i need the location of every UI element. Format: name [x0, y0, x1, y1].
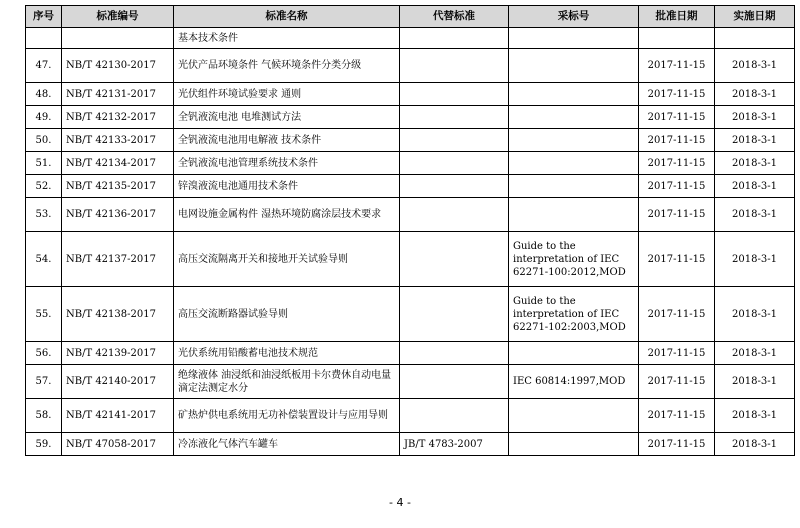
header-replaced: 代替标准: [400, 6, 509, 28]
cell-implementation-date: [715, 28, 795, 49]
cell-adopted: [509, 83, 639, 106]
cell-approval-date: [639, 28, 715, 49]
cell-replaced: [400, 365, 509, 399]
cell-no: 47.: [26, 49, 62, 83]
cell-replaced: JB/T 4783-2007: [400, 433, 509, 456]
cell-implementation-date: 2018-3-1: [715, 198, 795, 232]
table-row: [26, 129, 795, 152]
cell-no: 58.: [26, 399, 62, 433]
cell-no: 48.: [26, 83, 62, 106]
cell-no: 56.: [26, 342, 62, 365]
cell-replaced: [400, 232, 509, 287]
cell-no: 57.: [26, 365, 62, 399]
cell-implementation-date: 2018-3-1: [715, 106, 795, 129]
table-row: [26, 83, 795, 106]
table-header-row: [26, 6, 795, 28]
cell-adopted: [509, 433, 639, 456]
cell-replaced: [400, 49, 509, 83]
cell-approval-date: 2017-11-15: [639, 106, 715, 129]
cell-code: NB/T 42131-2017: [62, 83, 174, 106]
cell-adopted: [509, 175, 639, 198]
table-row: [26, 106, 795, 129]
cell-approval-date: 2017-11-15: [639, 342, 715, 365]
cell-code: NB/T 42138-2017: [62, 287, 174, 342]
continued-row: [26, 28, 795, 49]
cell-code: NB/T 42141-2017: [62, 399, 174, 433]
cell-code: NB/T 42130-2017: [62, 49, 174, 83]
cell-name: 矿热炉供电系统用无功补偿装置设计与应用导则: [174, 399, 400, 433]
header-approval-date: 批准日期: [639, 6, 715, 28]
table-row: [26, 399, 795, 433]
cell-code: NB/T 42136-2017: [62, 198, 174, 232]
cell-approval-date: 2017-11-15: [639, 83, 715, 106]
cell-name: 光伏组件环境试验要求 通则: [174, 83, 400, 106]
table-row: [26, 198, 795, 232]
standards-table: [25, 5, 795, 456]
cell-implementation-date: 2018-3-1: [715, 175, 795, 198]
cell-no: 51.: [26, 152, 62, 175]
cell-approval-date: 2017-11-15: [639, 152, 715, 175]
cell-name: 冷冻液化气体汽车罐车: [174, 433, 400, 456]
cell-code: NB/T 42134-2017: [62, 152, 174, 175]
cell-code: [62, 28, 174, 49]
cell-approval-date: 2017-11-15: [639, 365, 715, 399]
cell-approval-date: 2017-11-15: [639, 287, 715, 342]
cell-approval-date: 2017-11-15: [639, 433, 715, 456]
cell-adopted: [509, 129, 639, 152]
cell-code: NB/T 47058-2017: [62, 433, 174, 456]
page-number: - 4 -: [389, 496, 411, 509]
cell-code: NB/T 42140-2017: [62, 365, 174, 399]
cell-name: 电网设施金属构件 湿热环境防腐涂层技术要求: [174, 198, 400, 232]
cell-no: 50.: [26, 129, 62, 152]
cell-replaced: [400, 129, 509, 152]
header-no: 序号: [26, 6, 62, 28]
cell-approval-date: 2017-11-15: [639, 49, 715, 83]
table-row: [26, 365, 795, 399]
cell-adopted: [509, 106, 639, 129]
cell-no: 53.: [26, 198, 62, 232]
cell-no: 52.: [26, 175, 62, 198]
cell-replaced: [400, 287, 509, 342]
cell-implementation-date: 2018-3-1: [715, 399, 795, 433]
cell-name: 高压交流断路器试验导则: [174, 287, 400, 342]
cell-name: 基本技术条件: [174, 28, 400, 49]
cell-approval-date: 2017-11-15: [639, 399, 715, 433]
header-code: 标准编号: [62, 6, 174, 28]
cell-no: 49.: [26, 106, 62, 129]
cell-name: 全钒液流电池管理系统技术条件: [174, 152, 400, 175]
cell-replaced: [400, 399, 509, 433]
cell-name: 绝缘液体 油浸纸和油浸纸板用卡尔费休自动电量滴定法测定水分: [174, 365, 400, 399]
cell-name: 全钒液流电池 电堆测试方法: [174, 106, 400, 129]
cell-implementation-date: 2018-3-1: [715, 129, 795, 152]
cell-code: NB/T 42132-2017: [62, 106, 174, 129]
cell-replaced: [400, 152, 509, 175]
cell-adopted: [509, 49, 639, 83]
cell-implementation-date: 2018-3-1: [715, 342, 795, 365]
cell-name: 锌溴液流电池通用技术条件: [174, 175, 400, 198]
table-row: [26, 49, 795, 83]
cell-adopted: [509, 342, 639, 365]
header-name: 标准名称: [174, 6, 400, 28]
cell-name: 全钒液流电池用电解液 技术条件: [174, 129, 400, 152]
cell-replaced: [400, 28, 509, 49]
cell-adopted: Guide to the interpretation of IEC 62271-102:2003,MOD: [509, 287, 639, 342]
cell-implementation-date: 2018-3-1: [715, 152, 795, 175]
table-row: [26, 152, 795, 175]
cell-code: NB/T 42137-2017: [62, 232, 174, 287]
cell-code: NB/T 42139-2017: [62, 342, 174, 365]
cell-adopted: IEC 60814:1997,MOD: [509, 365, 639, 399]
table-row: [26, 433, 795, 456]
cell-name: 高压交流隔离开关和接地开关试验导则: [174, 232, 400, 287]
cell-replaced: [400, 106, 509, 129]
cell-implementation-date: 2018-3-1: [715, 232, 795, 287]
cell-approval-date: 2017-11-15: [639, 129, 715, 152]
cell-approval-date: 2017-11-15: [639, 198, 715, 232]
cell-no: [26, 28, 62, 49]
cell-implementation-date: 2018-3-1: [715, 49, 795, 83]
cell-implementation-date: 2018-3-1: [715, 433, 795, 456]
cell-approval-date: 2017-11-15: [639, 175, 715, 198]
header-implementation-date: 实施日期: [715, 6, 795, 28]
cell-implementation-date: 2018-3-1: [715, 83, 795, 106]
table-row: [26, 287, 795, 342]
cell-adopted: [509, 399, 639, 433]
cell-implementation-date: 2018-3-1: [715, 365, 795, 399]
cell-replaced: [400, 175, 509, 198]
cell-replaced: [400, 83, 509, 106]
cell-implementation-date: 2018-3-1: [715, 287, 795, 342]
cell-adopted: [509, 198, 639, 232]
cell-name: 光伏系统用铅酸蓄电池技术规范: [174, 342, 400, 365]
cell-replaced: [400, 198, 509, 232]
cell-approval-date: 2017-11-15: [639, 232, 715, 287]
cell-adopted: [509, 28, 639, 49]
table-row: [26, 232, 795, 287]
cell-code: NB/T 42135-2017: [62, 175, 174, 198]
cell-code: NB/T 42133-2017: [62, 129, 174, 152]
cell-no: 54.: [26, 232, 62, 287]
header-adopted: 采标号: [509, 6, 639, 28]
table-row: [26, 342, 795, 365]
cell-adopted: Guide to the interpretation of IEC 62271-100:2012,MOD: [509, 232, 639, 287]
table-row: [26, 175, 795, 198]
cell-no: 59.: [26, 433, 62, 456]
cell-name: 光伏产品环境条件 气候环境条件分类分级: [174, 49, 400, 83]
cell-no: 55.: [26, 287, 62, 342]
cell-replaced: [400, 342, 509, 365]
cell-adopted: [509, 152, 639, 175]
